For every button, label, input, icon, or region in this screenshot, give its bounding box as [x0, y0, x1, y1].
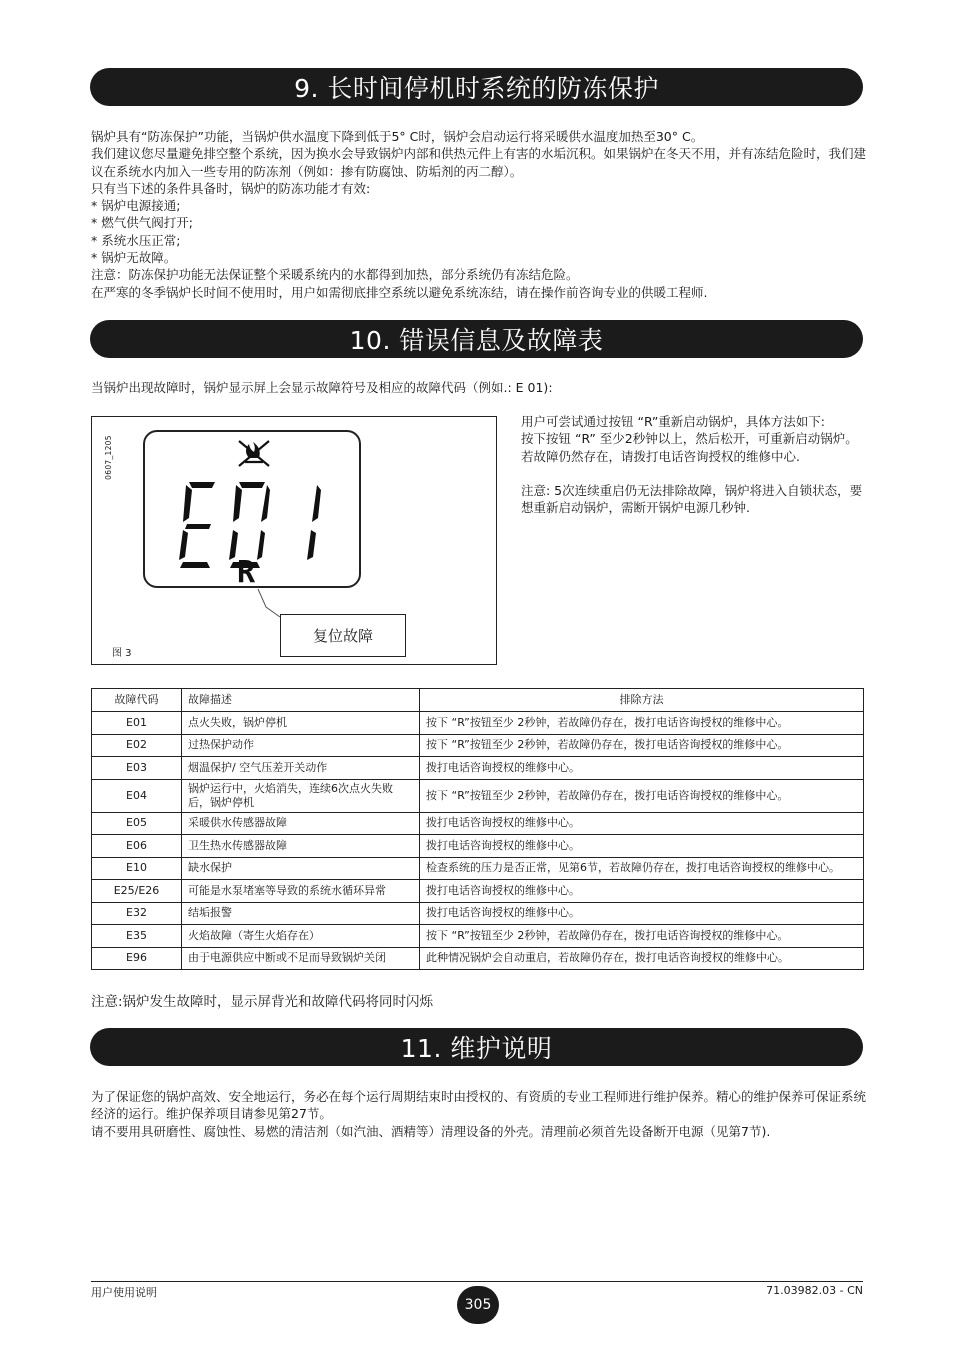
- fault-code: E25/E26: [92, 880, 182, 903]
- section-9-line: 在严寒的冬季锅炉长时间不使用时，用户如需彻底排空系统以避免系统冻结，请在操作前咨询专业的供暖工程师.: [91, 284, 708, 300]
- section-9-bullet: * 燃气供气阀打开;: [91, 215, 193, 231]
- fault-description: 卫生热水传感器故障: [182, 835, 420, 858]
- section-9-bullet: * 锅炉电源接通;: [91, 198, 181, 214]
- fault-code: E96: [92, 947, 182, 970]
- section-9-line: 锅炉具有“防冻保护”功能，当锅炉供水温度下降到低于5° C时，锅炉会启动运行将采暖供水温度加热至30° C。: [91, 129, 704, 144]
- fault-description: 过热保护动作: [182, 734, 420, 757]
- section-11-line: 请不要用具研磨性、腐蚀性、易燃的清洁剂（如汽油、酒精等）清理设备的外壳。清理前必须首先设备断开电源（见第7节).: [91, 1123, 771, 1139]
- fault-remedy: 拨打电话咨询授权的维修中心。: [420, 812, 864, 835]
- section-9-line: 我们建议您尽量避免排空整个系统，因为换水会导致锅炉内部和供热元件上有害的水垢沉积。如果锅炉在冬天不用，并有冻结危险时，我们建议在系统水内加入一些专用的防冻剂（例如：掺有防腐蚀、防垢剂的丙二醇）。: [91, 146, 867, 179]
- fault-description: 点火失败，锅炉停机: [182, 712, 420, 735]
- header-remedy: 排除方法: [420, 689, 864, 712]
- table-row: [92, 712, 864, 735]
- lcd-reset-letter: R: [237, 555, 256, 586]
- fault-remedy: 拨打电话咨询授权的维修中心。: [420, 880, 864, 903]
- figure-label: 图 3: [112, 648, 132, 659]
- table-row: [92, 857, 864, 880]
- reset-paragraph: 用户可尝试通过按钮 “R”重新启动锅炉，具体方法如下:: [521, 414, 826, 429]
- section-10-heading: 10. 错误信息及故障表: [90, 320, 863, 358]
- table-row: [92, 902, 864, 925]
- table-row: [92, 835, 864, 858]
- table-header-row: [92, 689, 864, 712]
- fault-description: 由于电源供应中断或不足而导致锅炉关闭: [182, 947, 420, 970]
- fault-code: E04: [92, 779, 182, 812]
- blinking-note: 注意:锅炉发生故障时，显示屏背光和故障代码将同时闪烁: [91, 994, 434, 1010]
- fault-description: 火焰故障（寄生火焰存在）: [182, 925, 420, 948]
- section-9-bullet: * 系统水压正常;: [91, 232, 181, 248]
- fault-description: 可能是水泵堵塞等导致的系统水循环异常: [182, 880, 420, 903]
- reset-paragraph: 按下按钮 “R” 至少2秒钟以上，然后松开，可重新启动锅炉。: [521, 431, 858, 447]
- header-fault-code: 故障代码: [92, 689, 182, 712]
- section-11-heading: 11. 维护说明: [90, 1028, 863, 1066]
- section-11-body: [91, 1088, 866, 1140]
- table-row: [92, 779, 864, 812]
- reset-instructions: [521, 413, 866, 516]
- fault-description: 结垢报警: [182, 902, 420, 925]
- fault-remedy: 检查系统的压力是否正常，见第6节，若故障仍存在，拨打电话咨询授权的维修中心。: [420, 857, 864, 880]
- reset-note: 注意: 5次连续重启仍无法排除故障，锅炉将进入自锁状态，要想重新启动锅炉，需断开锅炉电源几秒钟.: [521, 482, 863, 516]
- fault-remedy: 按下 “R”按钮至少 2秒钟，若故障仍存在，拨打电话咨询授权的维修中心。: [420, 734, 864, 757]
- fault-code: E03: [92, 757, 182, 780]
- fault-remedy: 拨打电话咨询授权的维修中心。: [420, 835, 864, 858]
- table-row: [92, 812, 864, 835]
- fault-code: E10: [92, 857, 182, 880]
- reset-paragraph: 若故障仍然存在，请拨打电话咨询授权的维修中心.: [521, 448, 800, 464]
- fault-description: 采暖供水传感器故障: [182, 812, 420, 835]
- section-10-intro: 当锅炉出现故障时，锅炉显示屏上会显示故障符号及相应的故障代码（例如.: E 01):: [91, 380, 553, 395]
- figure-code: 0607_1205: [103, 435, 113, 480]
- fault-code: E32: [92, 902, 182, 925]
- fault-remedy: 拨打电话咨询授权的维修中心。: [420, 902, 864, 925]
- section-11-line: 为了保证您的锅炉高效、安全地运行，务必在每个运行周期结束时由授权的、有资质的专业工程师进行维护保养。精心的维护保养可保证系统经济的运行。维护保养项目请参见第27节。: [91, 1089, 867, 1122]
- footer-document-code: 71.03982.03 - CN: [766, 1284, 863, 1297]
- table-row: [92, 947, 864, 970]
- section-9-line: 注意：防冻保护功能无法保证整个采暖系统内的水都得到加热，部分系统仍有冻结危险。: [91, 267, 579, 283]
- fault-remedy: 拨打电话咨询授权的维修中心。: [420, 757, 864, 780]
- section-9-line: 只有当下述的条件具备时，锅炉的防冻功能才有效:: [91, 180, 371, 196]
- fault-code: E05: [92, 812, 182, 835]
- section-9-bullet: * 锅炉无故障。: [91, 250, 177, 266]
- fault-code: E35: [92, 925, 182, 948]
- fault-remedy: 此种情况锅炉会自动重启，若故障仍存在，拨打电话咨询授权的维修中心。: [420, 947, 864, 970]
- table-row: [92, 757, 864, 780]
- fault-remedy: 按下 “R”按钮至少 2秒钟，若故障仍存在，拨打电话咨询授权的维修中心。: [420, 712, 864, 735]
- fault-remedy: 按下 “R”按钮至少 2秒钟，若故障仍存在，拨打电话咨询授权的维修中心。: [420, 925, 864, 948]
- fault-table: [91, 688, 864, 970]
- reset-fault-callout: 复位故障: [280, 614, 406, 657]
- fault-remedy: 按下 “R”按钮至少 2秒钟，若故障仍存在，拨打电话咨询授权的维修中心。: [420, 779, 864, 812]
- footer-divider: [91, 1281, 863, 1282]
- figure-3-display: [91, 416, 497, 665]
- fault-description: 烟温保护/ 空气压差开关动作: [182, 757, 420, 780]
- section-9-body: [91, 128, 866, 301]
- table-row: [92, 925, 864, 948]
- section-9-heading: 9. 长时间停机时系统的防冻保护: [90, 68, 863, 106]
- fault-description: 缺水保护: [182, 857, 420, 880]
- table-row: [92, 880, 864, 903]
- page-number: 305: [457, 1286, 499, 1324]
- fault-code: E02: [92, 734, 182, 757]
- fault-description: 锅炉运行中，火焰消失，连续6次点火失败后，锅炉停机: [182, 779, 420, 812]
- table-row: [92, 734, 864, 757]
- fault-code: E01: [92, 712, 182, 735]
- header-fault-description: 故障描述: [182, 689, 420, 712]
- footer-document-title: 用户使用说明: [91, 1286, 157, 1299]
- fault-code: E06: [92, 835, 182, 858]
